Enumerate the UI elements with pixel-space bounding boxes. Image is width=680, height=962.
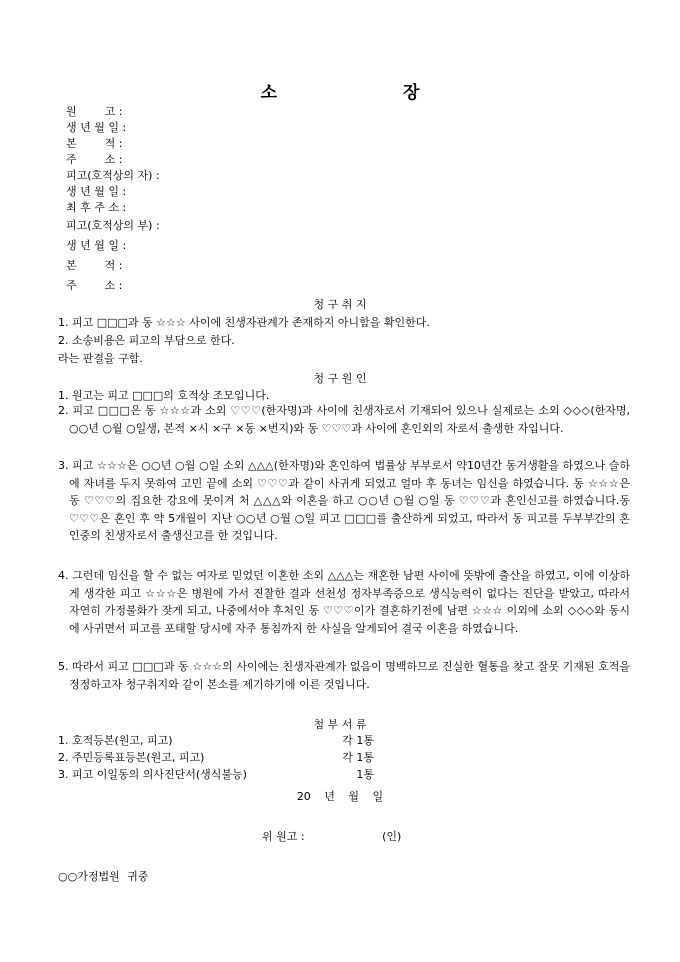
defendant-father-label: 피고(호적상의 부) : (66, 219, 160, 232)
attachments-list (58, 732, 374, 783)
plaintiff-address-label: 주 소 : (66, 153, 123, 166)
signature-label: 위 원고 : (262, 830, 305, 843)
seal-mark: (인) (382, 830, 402, 843)
court-addressee: ○○가정법원 귀중 (58, 870, 149, 883)
claim-item-2: 2. 소송비용은 피고의 부담으로 한다. (58, 334, 235, 347)
claim-item-1: 1. 피고 □□□과 동 ☆☆☆ 사이에 친생자관계가 존재하지 아니함을 확인한다. (58, 316, 430, 329)
attachment-name: 1. 호적등본(원고, 피고) (58, 734, 173, 747)
signature-line (262, 828, 401, 844)
attachment-item (58, 766, 374, 783)
attachment-qty: 각 1통 (342, 734, 374, 747)
cause-item-1: 1. 원고는 피고 □□□의 호적상 조모입니다. (58, 389, 270, 402)
attachment-name: 3. 피고 이일동의 의사진단서(생식불능) (58, 768, 247, 781)
defendant-child-birthdate-label: 생 년 월 일 : (66, 185, 127, 198)
defendant-child-label: 피고(호적상의 자) : (66, 169, 160, 182)
cause-heading: 청 구 원 인 (313, 372, 367, 385)
party-info-block (66, 104, 160, 296)
cause-item-3: 3. 피고 ☆☆☆은 ○○년 ○월 ○일 소외 △△△(한자명)와 혼인하여 법률상 부부로서 약10년간 동거생활을 하였으나 슬하에 자녀를 두지 못하여 고민 끝에 소외 ♡♡♡과 같이 사귀게 되었고 얼마 후 동녀는 임신을 하였습니다. 동 ☆☆☆은 동 ♡♡♡의 집요한 강요에 못이겨 처 △△△와 이혼을 하고 ○○년 ○월 ○일 동 ♡♡♡과 혼인신고를 하였습니다.동 ♡♡♡은 혼인 후 약 5개월이 지난 ○○년 ○월 ○일 피고 □□□를 출산하게 되었고, 따라서 동 피고를 두부부간의 혼인중의 친생자로서 출생신고를 한 것입니다. (58, 459, 630, 542)
claim-heading: 청 구 취 지 (313, 298, 367, 311)
cause-item-5: 5. 따라서 피고 □□□과 동 ☆☆☆의 사이에는 친생자관계가 없음이 명백하므로 진실한 혈통을 찾고 잘못 기재된 호적을 정정하고자 청구취지와 같이 본소를 제기하기에 이른 것입니다. (58, 660, 630, 691)
defendant-father-birthdate-label: 생 년 월 일 : (66, 239, 127, 252)
defendant-father-address-label: 주 소 : (66, 279, 123, 292)
plaintiff-birthdate-label: 생 년 월 일 : (66, 121, 127, 134)
defendant-child-last-address-label: 최 후 주 소 : (66, 201, 127, 214)
attachment-qty: 1통 (356, 768, 374, 781)
attachment-item (58, 749, 374, 766)
plaintiff-domicile-label: 본 적 : (66, 137, 123, 150)
title-char-1: 소 (260, 83, 278, 103)
attachment-name: 2. 주민등록표등본(원고, 피고) (58, 751, 205, 764)
defendant-father-domicile-label: 본 적 : (66, 259, 123, 272)
title-char-2: 장 (402, 83, 420, 103)
cause-item-4: 4. 그런데 임신을 할 수 없는 여자로 믿었던 이혼한 소외 △△△는 재혼한 남편 사이에 뜻밖에 출산을 하였고, 이에 이상하게 생각한 피고 ☆☆☆은 병원에 가서 진찰한 결과 선천성 정자부족증으로 생식능력이 없다는 진단을 받았고, 따라서 자연히 가정불화가 잦게 되고, 나중에서야 후처인 동 ♡♡♡이가 결혼하기전에 남편 ☆☆☆ 이외에 소외 ◇◇◇와 동시에 사귀면서 피고를 포태할 당시에 자주 통침까지 한 사실을 알게되어 결국 이혼을 하였습니다. (58, 569, 630, 635)
cause-item-2: 2. 피고 □□□은 동 ☆☆☆과 소외 ♡♡♡(한자명)과 사이에 친생자로서 기재되어 있으나 실제로는 소외 ◇◇◇(한자명, ○○년 ○월 ○일생, 본적 ×시 ×구 ×동 ×번지)와 동 ♡♡♡과 사이에 혼인외의 자로서 출생한 자입니다. (58, 404, 630, 435)
document-title (0, 78, 680, 103)
attachment-item (58, 732, 374, 749)
attachment-qty: 각 1통 (342, 751, 374, 764)
attachments-heading: 첨 부 서 류 (313, 718, 367, 731)
date-line: 20 년 월 일 (296, 790, 384, 803)
claim-conclusion: 라는 판결을 구함. (58, 352, 143, 365)
plaintiff-label: 원 고 : (66, 105, 123, 118)
